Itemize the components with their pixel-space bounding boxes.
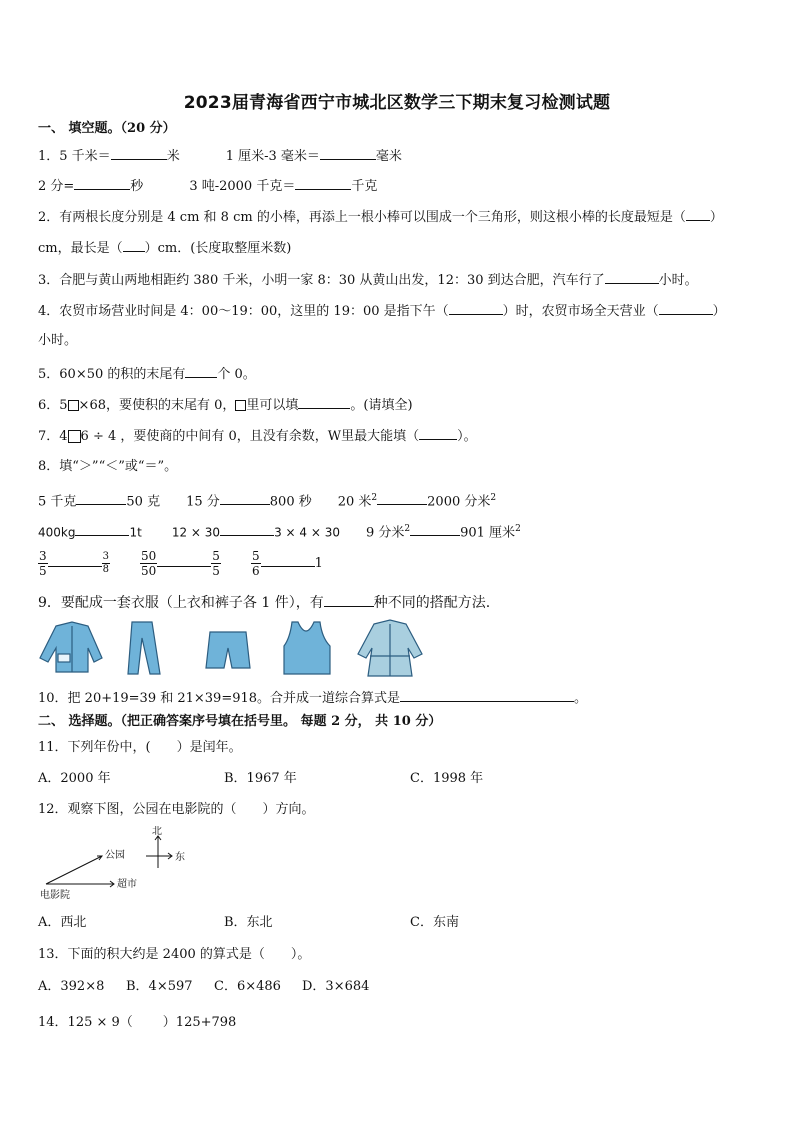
- q8-blank[interactable]: [220, 522, 274, 536]
- q12-options: [38, 914, 459, 932]
- question-8-row-1: [38, 489, 496, 511]
- q8-r1-item: 2000 分米: [427, 494, 491, 510]
- q8-r1-item: 5 千克: [38, 494, 77, 510]
- map-label-cinema: 电影院: [40, 890, 70, 901]
- clothing-illustration: [36, 618, 426, 678]
- question-5: [38, 364, 256, 384]
- q2-min-blank[interactable]: [686, 207, 710, 221]
- q4-c: ）: [712, 304, 726, 319]
- section-1-heading: 一、 填空题。（20 分）: [38, 121, 176, 136]
- q1b-b-unit: 千克: [351, 179, 378, 194]
- q2-line1-text: 2．有两根长度分别是 4 cm 和 8 cm 的小棒，再添上一根小棒可以围成一个三角形，则这根小棒的长度最短是（: [38, 210, 686, 225]
- q11-options: [38, 770, 483, 788]
- q1b-a-text: 2 分=: [38, 179, 75, 194]
- q1b-a-unit: 秒: [130, 179, 144, 194]
- option-b[interactable]: B．4×597: [126, 979, 193, 994]
- fraction: $\frac{5}{6}$: [251, 549, 260, 578]
- q8-r2-item: 12 × 30: [171, 525, 221, 540]
- question-4-line-1: [38, 301, 726, 321]
- superscript: 2: [515, 524, 521, 534]
- q7-c: ）。: [457, 429, 477, 444]
- fraction: $\frac{50}{50}$: [141, 549, 157, 578]
- coat-icon: [358, 620, 422, 676]
- question-1b: [38, 176, 377, 196]
- section-2-heading: 二、 选择题。（把正确答案序号填在括号里。 每题 2 分， 共 10 分）: [38, 714, 442, 729]
- q13-options: [38, 978, 369, 996]
- q14-b: ）125+798: [162, 1015, 237, 1030]
- tank-top-icon: [284, 622, 330, 674]
- jeans-icon: [128, 622, 160, 674]
- q1-a-text: 1．5 千米＝: [38, 149, 111, 164]
- q8-r2-item: 9 分米: [365, 525, 405, 541]
- map-label-east: 东: [175, 852, 185, 863]
- option-a[interactable]: A．392×8: [38, 979, 105, 994]
- q10-blank[interactable]: [400, 688, 574, 702]
- q4-a: 4．农贸市场营业时间是 4：00～19：00，这里的 19：00 是指下午（: [38, 304, 449, 319]
- q8-blank[interactable]: [410, 522, 460, 536]
- option-d[interactable]: D．3×684: [302, 979, 370, 994]
- question-14: [38, 1014, 236, 1032]
- option-b[interactable]: B．1967 年: [224, 771, 297, 786]
- q6-c: 里可以填: [246, 398, 299, 413]
- q6-b: ×68，要使积的末尾有 0，: [78, 398, 236, 413]
- q6-d: 。(请填全): [350, 398, 413, 413]
- question-4-line-2: 小时。: [38, 333, 78, 348]
- q8-blank[interactable]: [76, 491, 126, 505]
- q2-line2-b: ）cm．(长度取整厘米数): [144, 241, 292, 256]
- q10-a: 10．把 20+19=39 和 21×39=918。合并成一道综合算式是: [38, 691, 401, 706]
- q8-r1-item: 50 克: [126, 494, 161, 510]
- question-2-line-1: [38, 207, 723, 227]
- question-10: [38, 688, 587, 708]
- q1b-b-text: 3 吨-2000 千克＝: [189, 179, 296, 194]
- q1-a-blank[interactable]: [111, 146, 167, 160]
- q8-blank[interactable]: [377, 491, 427, 505]
- box-placeholder-icon: [235, 400, 246, 411]
- q9-blank[interactable]: [324, 593, 374, 607]
- q8-r3-one: 1: [314, 556, 323, 571]
- q8-r1-item: 800 秒: [269, 494, 312, 510]
- question-8-heading: 8．填“＞”“＜”或“＝”。: [38, 459, 178, 474]
- option-c[interactable]: C．6×486: [214, 979, 281, 994]
- q7-b: 6 ÷ 4 ，要使商的中间有 0，且没有余数，W里最大能填（: [80, 429, 420, 444]
- question-8-row-2: [38, 520, 521, 542]
- q8-r2-item: 3 × 4 × 30: [274, 525, 340, 540]
- q2-max-blank[interactable]: [123, 238, 145, 252]
- q4-b: ）时，农贸市场全天营业（: [502, 304, 659, 319]
- q7-blank[interactable]: [419, 426, 457, 440]
- question-12: 12．观察下图，公园在电影院的（ ）方向。: [38, 802, 315, 817]
- q6-a: 6．5: [38, 398, 68, 413]
- page-title: 2023届青海省西宁市城北区数学三下期末复习检测试题: [183, 93, 611, 113]
- q4-blank-1[interactable]: [449, 301, 503, 315]
- q5-b: 个 0。: [217, 367, 256, 382]
- option-b[interactable]: B．东北: [224, 915, 273, 930]
- q6-blank[interactable]: [298, 395, 350, 409]
- option-a[interactable]: A．西北: [38, 915, 87, 930]
- q9-b: 种不同的搭配方法.: [373, 595, 491, 611]
- fraction: $\frac{3}{5}$: [39, 549, 47, 578]
- q8-blank[interactable]: [48, 553, 102, 567]
- cinema-to-park-line: [46, 856, 102, 884]
- q5-blank[interactable]: [185, 364, 217, 378]
- question-13: 13．下面的积大约是 2400 的算式是（ ）。: [38, 947, 311, 962]
- q8-blank[interactable]: [220, 491, 270, 505]
- q7-a: 7．4: [38, 429, 68, 444]
- q8-r2-item: 1t: [129, 525, 142, 540]
- fraction: $\frac{3}{8}$: [102, 551, 110, 575]
- q8-r1-item: 15 分: [186, 494, 220, 510]
- q14-a: 14．125 × 9（: [38, 1015, 133, 1030]
- q1b-a-blank[interactable]: [74, 176, 130, 190]
- q8-r1-item: 20 米: [337, 494, 372, 510]
- map-label-market: 超市: [117, 879, 137, 890]
- fraction: $\frac{5}{5}$: [212, 549, 220, 578]
- q1-a-unit: 米: [166, 149, 180, 164]
- question-1: [38, 146, 402, 166]
- question-11: 11．下列年份中，( ）是闰年。: [38, 740, 242, 755]
- q4-blank-2[interactable]: [659, 301, 713, 315]
- box-placeholder-icon: [68, 430, 81, 443]
- q1-b-unit: 毫米: [375, 149, 402, 164]
- superscript: 2: [404, 524, 411, 534]
- q2-line2-a: cm，最长是（: [38, 241, 123, 256]
- q3-blank[interactable]: [605, 270, 659, 284]
- q3-end: 小时。: [658, 273, 698, 288]
- q5-a: 5．60×50 的积的末尾有: [38, 367, 186, 382]
- q8-r2-item: 400kg: [38, 525, 76, 540]
- box-placeholder-icon: [68, 400, 79, 411]
- q1-b-text: 1 厘米-3 毫米＝: [225, 149, 320, 164]
- question-8-row-3: [38, 546, 323, 582]
- superscript: 2: [371, 493, 378, 503]
- q8-blank[interactable]: [261, 553, 315, 567]
- jacket-icon: [40, 622, 102, 672]
- q2-line1-end: ）: [709, 210, 723, 225]
- question-7: [38, 426, 477, 446]
- q1b-b-blank[interactable]: [295, 176, 351, 190]
- map-label-park: 公园: [105, 850, 125, 861]
- question-3: [38, 270, 698, 290]
- q8-blank[interactable]: [157, 553, 211, 567]
- question-2-line-2: [38, 238, 291, 258]
- option-a[interactable]: A．2000 年: [38, 771, 111, 786]
- q8-r2-item: 901 厘米: [460, 525, 516, 541]
- shorts-icon: [206, 632, 250, 668]
- q10-b: 。: [574, 691, 588, 706]
- q8-blank[interactable]: [75, 522, 129, 536]
- q9-a: 9．要配成一套衣服（上衣和裤子各 1 件），有: [38, 595, 324, 611]
- option-c[interactable]: C．东南: [410, 915, 459, 930]
- question-9: [38, 593, 490, 612]
- q1-b-blank[interactable]: [320, 146, 376, 160]
- direction-map: [38, 826, 198, 906]
- q3-text: 3．合肥与黄山两地相距约 380 千米，小明一家 8：30 从黄山出发，12：30 到达合肥，汽车行了: [38, 273, 605, 288]
- question-6: [38, 395, 413, 415]
- map-label-north: 北: [152, 826, 162, 837]
- superscript: 2: [490, 493, 497, 503]
- option-c[interactable]: C．1998 年: [410, 771, 484, 786]
